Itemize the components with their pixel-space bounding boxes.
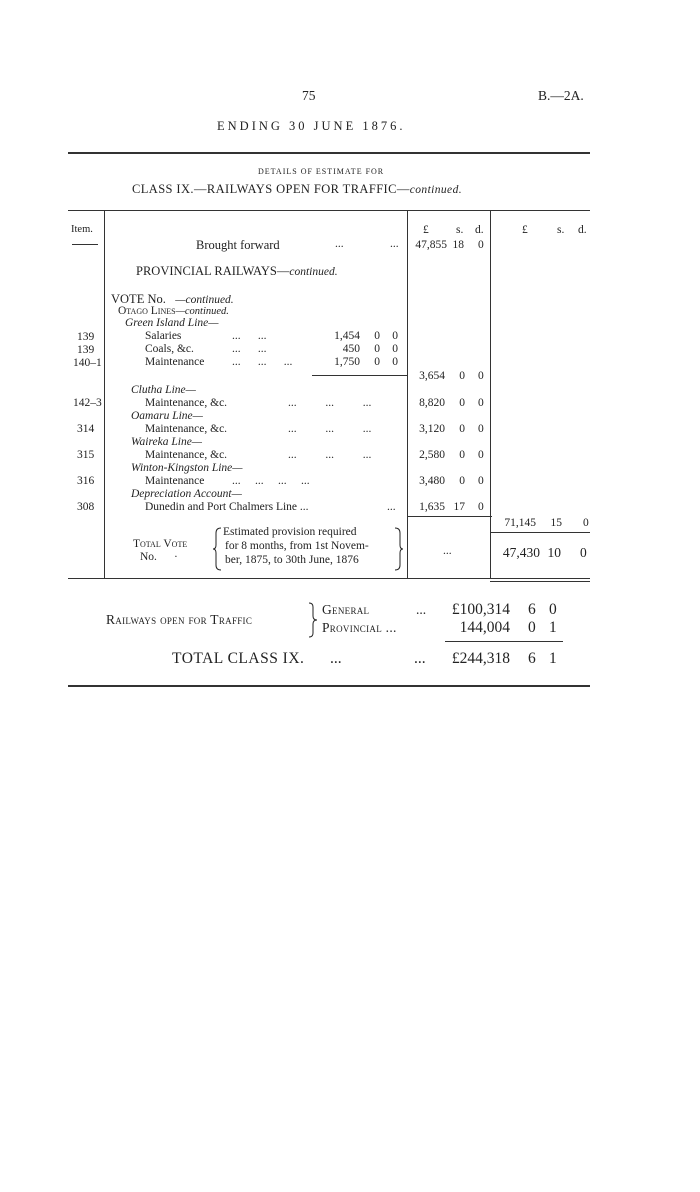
- column-rule-2: [490, 211, 491, 578]
- item-column-rule: [104, 211, 105, 578]
- line-pence: 0: [478, 501, 484, 513]
- row-pence: 0: [392, 343, 398, 355]
- green-island-total-pence: 0: [478, 370, 484, 382]
- header-rule: [68, 152, 590, 154]
- green-island-total-pounds: 3,654: [419, 370, 445, 382]
- item-column-header: Item.: [71, 224, 93, 235]
- line-dots: ...: [387, 501, 396, 513]
- table-top-rule: [68, 210, 590, 211]
- total-class-shillings: 6: [528, 650, 536, 667]
- col2-pence-header: d.: [578, 224, 587, 236]
- grand-total-underline: [491, 532, 590, 533]
- summary-general-shillings: 6: [528, 601, 536, 618]
- row-pounds: 450: [342, 343, 360, 355]
- col2-shillings-header: s.: [557, 224, 565, 236]
- summary-provincial-pounds: 144,004: [459, 619, 510, 636]
- page-number: 75: [302, 88, 316, 103]
- line-heading: Depreciation Account—: [131, 488, 242, 500]
- total-vote-label: Total Vote: [133, 538, 188, 550]
- summary-provincial-label: Provincial ...: [322, 620, 397, 635]
- green-island-total-shillings: 0: [459, 370, 465, 382]
- line-shillings: 0: [459, 475, 465, 487]
- row-shillings: 0: [374, 343, 380, 355]
- grand-subtotal-rule: [408, 516, 492, 517]
- summary-provincial-shillings: 0: [528, 619, 536, 636]
- col1-pence-header: d.: [475, 224, 484, 236]
- class-title-continued: continued.: [409, 184, 462, 196]
- line-dots: ... ... ...: [288, 397, 372, 409]
- total-vote-pence: 0: [580, 545, 587, 560]
- total-vote-pounds: 47,430: [502, 545, 540, 560]
- total-class-dots-1: ...: [330, 650, 342, 667]
- line-pence: 0: [478, 423, 484, 435]
- line-label: Maintenance, &c.: [145, 449, 228, 461]
- line-dots: ... ... ... ...: [232, 475, 310, 487]
- otago-heading: [118, 305, 229, 317]
- line-heading: Winton-Kingston Line—: [131, 462, 243, 474]
- line-pence: 0: [478, 449, 484, 461]
- brought-forward-dots-2: ...: [390, 238, 399, 250]
- line-dots: ... ... ...: [288, 423, 372, 435]
- total-vote-desc-3: ber, 1875, to 30th June, 1876: [225, 554, 359, 566]
- table-bottom-rule-inner: [490, 581, 590, 582]
- footer-rule: [68, 685, 590, 687]
- summary-general-label: General: [322, 602, 370, 617]
- brought-forward-pence: 0: [478, 239, 484, 251]
- line-shillings: 0: [459, 449, 465, 461]
- line-pounds: 3,480: [419, 475, 445, 487]
- provincial-continued: continued.: [289, 266, 338, 278]
- col2-pounds-header: £: [522, 224, 528, 236]
- item-header-dash: [72, 244, 98, 245]
- total-class-pence: 1: [549, 650, 557, 667]
- table-bottom-rule: [68, 578, 590, 579]
- total-vote-shillings: 10: [547, 545, 561, 560]
- total-vote-no: No.: [140, 551, 157, 563]
- col1-pounds-header: £: [423, 224, 429, 236]
- brought-forward-shillings: 18: [452, 239, 464, 251]
- grand-total-pounds: 71,145: [504, 517, 536, 529]
- otago-label: Otago Lines: [118, 305, 176, 317]
- summary-provincial-pence: 1: [549, 619, 557, 636]
- line-label: Maintenance, &c.: [145, 397, 228, 409]
- line-heading: Oamaru Line—: [131, 410, 203, 422]
- summary-brace-icon: [308, 602, 318, 638]
- summary-general-dots: ...: [416, 602, 427, 617]
- row-shillings: 0: [374, 330, 380, 342]
- line-label: Maintenance: [145, 475, 205, 487]
- item-number: 139: [77, 344, 95, 356]
- left-brace-icon: [212, 527, 222, 571]
- row-pounds: 1,750: [334, 356, 360, 368]
- line-shillings: 17: [453, 501, 465, 513]
- row-pence: 0: [392, 356, 398, 368]
- item-number: 140–1: [73, 357, 102, 369]
- total-class-pounds: £244,318: [451, 650, 510, 667]
- item-number: 316: [77, 475, 95, 487]
- summary-general-pounds: £100,314: [451, 601, 510, 618]
- line-pence: 0: [478, 397, 484, 409]
- line-pounds: 3,120: [419, 423, 445, 435]
- total-class-label: TOTAL CLASS IX.: [172, 650, 305, 667]
- summary-label: Railways open for Traffic: [106, 612, 253, 627]
- vote-continued: —continued.: [175, 294, 234, 306]
- line-heading: Clutha Line—: [131, 384, 196, 396]
- grand-total-pence: 0: [583, 517, 589, 529]
- item-number: 315: [77, 449, 95, 461]
- row-pence: 0: [392, 330, 398, 342]
- right-brace-icon: [394, 527, 404, 571]
- total-vote-desc-2: for 8 months, from 1st Novem-: [225, 540, 369, 552]
- line-heading: Waireka Line—: [131, 436, 203, 448]
- row-shillings: 0: [374, 356, 380, 368]
- brought-forward-pounds: 47,855: [415, 239, 447, 251]
- brought-forward-label: Brought forward: [196, 238, 280, 252]
- period-heading: ENDING 30 JUNE 1876.: [217, 119, 406, 133]
- item-number: 139: [77, 331, 95, 343]
- line-label: Maintenance, &c.: [145, 423, 228, 435]
- summary-rule: [445, 641, 563, 642]
- item-number: 142–3: [73, 397, 102, 409]
- line-pounds: 8,820: [419, 397, 445, 409]
- summary-general-pence: 0: [549, 601, 557, 618]
- total-class-dots-2: ...: [414, 650, 426, 667]
- col1-shillings-header: s.: [456, 224, 464, 236]
- line-pounds: 1,635: [419, 501, 445, 513]
- row-dots: ... ... ...: [232, 356, 293, 368]
- row-dots: ... ...: [232, 343, 267, 355]
- class-title: CLASS IX.—RAILWAYS OPEN FOR TRAFFIC—: [132, 182, 410, 196]
- line-pence: 0: [478, 475, 484, 487]
- document-reference: B.—2A.: [538, 88, 584, 103]
- row-dots: ... ...: [232, 330, 267, 342]
- line-shillings: 0: [459, 423, 465, 435]
- row-label: Maintenance: [145, 356, 205, 368]
- brought-forward-dots-1: ...: [335, 238, 344, 250]
- total-vote-dot: ·: [174, 551, 178, 563]
- total-vote-dots: ...: [443, 545, 452, 557]
- grand-total-shillings: 15: [550, 517, 562, 529]
- item-number: 314: [77, 423, 95, 435]
- provincial-label: PROVINCIAL RAILWAYS—: [136, 264, 290, 278]
- class-heading: [132, 182, 462, 197]
- line-shillings: 0: [459, 397, 465, 409]
- details-heading: DETAILS OF ESTIMATE FOR: [258, 167, 385, 176]
- vote-label: VOTE No.: [111, 292, 166, 306]
- column-rule-1: [407, 211, 408, 578]
- otago-continued: —continued.: [175, 306, 229, 317]
- row-label: Coals, &c.: [145, 343, 194, 355]
- line-pounds: 2,580: [419, 449, 445, 461]
- provincial-heading: [136, 264, 338, 279]
- line-dots: ... ... ...: [288, 449, 372, 461]
- line-label: Dunedin and Port Chalmers Line ...: [145, 501, 309, 513]
- green-island-subtotal-rule: [312, 375, 407, 376]
- green-island-heading: Green Island Line—: [125, 317, 219, 329]
- item-number: 308: [77, 501, 95, 513]
- total-vote-desc-1: Estimated provision required: [223, 526, 357, 538]
- row-pounds: 1,454: [334, 330, 360, 342]
- row-label: Salaries: [145, 330, 182, 342]
